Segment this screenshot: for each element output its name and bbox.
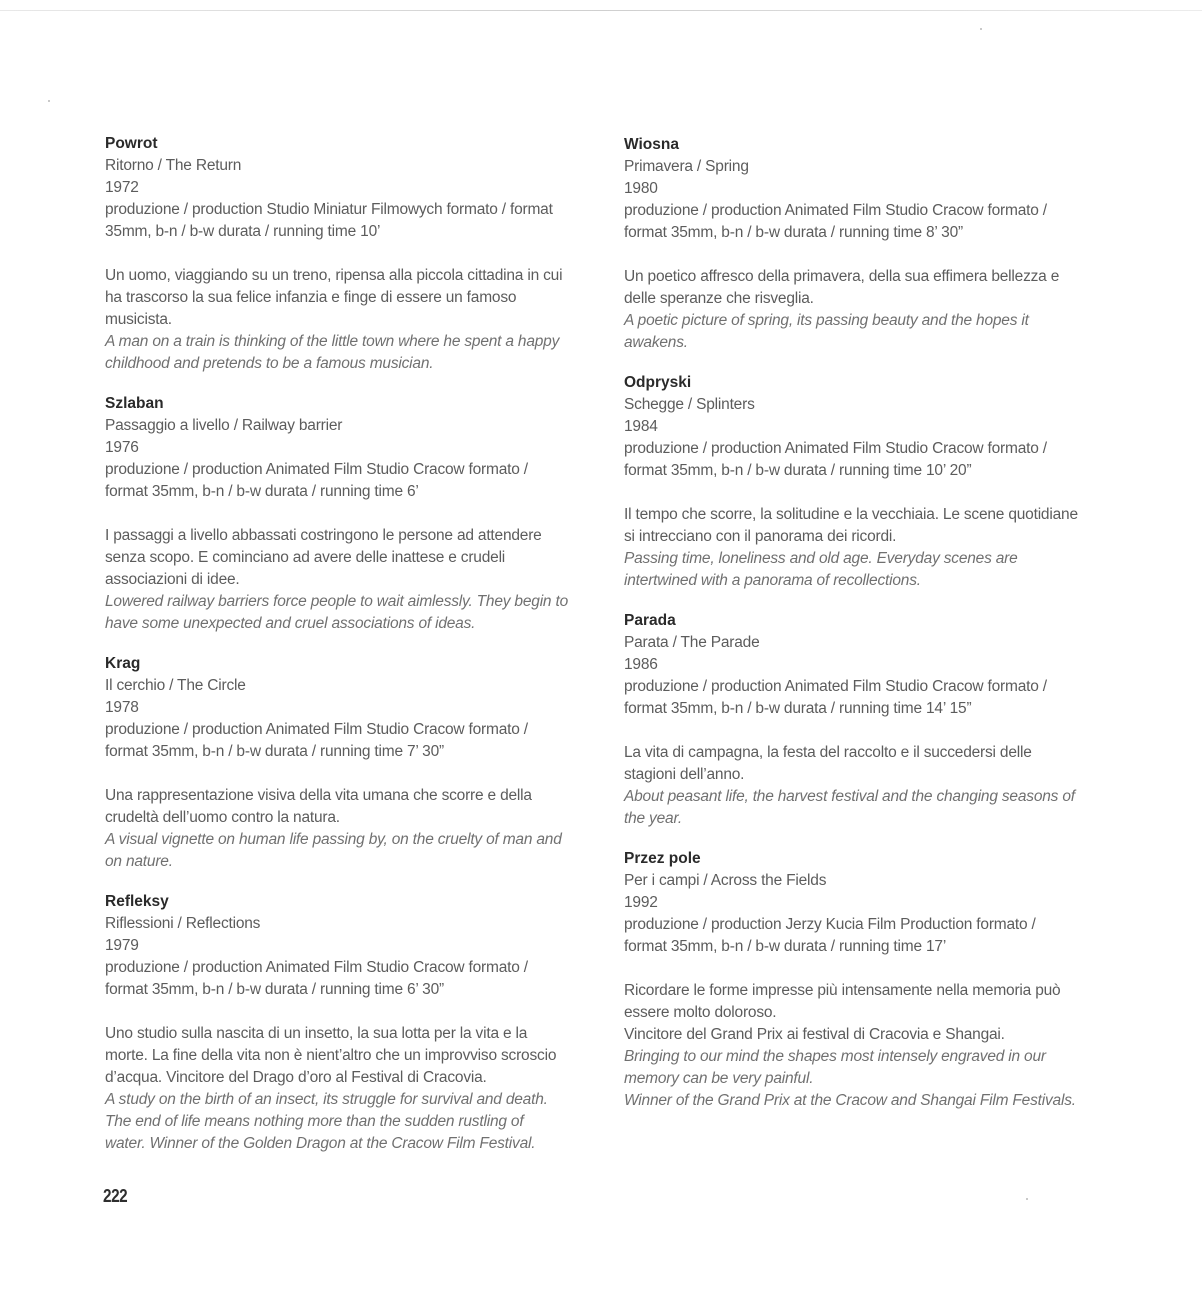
left-column <box>105 133 590 1173</box>
film-year: 1986 <box>624 656 658 673</box>
film-entry <box>624 610 1109 830</box>
film-description-italian: ha trascorso la sua felice infanzia e finge di essere un famoso <box>105 289 517 306</box>
film-description-english: water. Winner of the Golden Dragon at the Cracow Film Festival. <box>105 1135 536 1152</box>
film-translated-title: Riflessioni / Reflections <box>105 915 261 932</box>
film-production-info: produzione / production Animated Film Studio Cracow formato / <box>105 721 528 738</box>
film-entry <box>105 653 590 873</box>
film-description-english: Bringing to our mind the shapes most intensely engraved in our <box>624 1048 1046 1065</box>
film-description-italian: Vincitore del Grand Prix ai festival di Cracovia e Shangai. <box>624 1026 1005 1043</box>
film-title: Przez pole <box>624 850 701 867</box>
film-description-italian: si intrecciano con il panorama dei ricordi. <box>624 528 897 545</box>
film-title: Szlaban <box>105 395 164 412</box>
film-description-italian: morte. La fine della vita non è nient’altro che un improvviso scroscio <box>105 1047 557 1064</box>
film-production-info: produzione / production Animated Film Studio Cracow formato / <box>624 440 1047 457</box>
film-description-italian: d’acqua. Vincitore del Drago d’oro al Festival di Cracovia. <box>105 1069 487 1086</box>
film-description-italian: crudeltà dell’uomo contro la natura. <box>105 809 340 826</box>
paragraph-gap <box>624 482 1109 504</box>
film-production-info: produzione / production Jerzy Kucia Film Production formato / <box>624 916 1036 933</box>
film-description-italian: Un uomo, viaggiando su un treno, ripensa alla piccola cittadina in cui <box>105 267 563 284</box>
scan-speck <box>48 100 50 102</box>
film-description-english: Lowered railway barriers force people to wait aimlessly. They begin to <box>105 593 568 610</box>
film-year: 1976 <box>105 439 139 456</box>
film-entry <box>105 393 590 635</box>
film-translated-title: Per i campi / Across the Fields <box>624 872 827 889</box>
film-production-info: produzione / production Animated Film Studio Cracow formato / <box>624 202 1047 219</box>
film-year: 1979 <box>105 937 139 954</box>
film-year: 1984 <box>624 418 658 435</box>
film-entry <box>624 134 1109 354</box>
film-production-info: format 35mm, b-n / b-w durata / running time 6’ 30” <box>105 981 444 998</box>
film-description-english: About peasant life, the harvest festival and the changing seasons of <box>624 788 1075 805</box>
film-description-english: A study on the birth of an insect, its struggle for survival and death. <box>105 1091 548 1108</box>
film-translated-title: Ritorno / The Return <box>105 157 242 174</box>
film-translated-title: Parata / The Parade <box>624 634 760 651</box>
film-description-english: A poetic picture of spring, its passing beauty and the hopes it <box>624 312 1029 329</box>
film-description-italian: associazioni di idee. <box>105 571 240 588</box>
film-production-info: produzione / production Animated Film Studio Cracow formato / <box>105 959 528 976</box>
film-description-english: intertwined with a panorama of recollections. <box>624 572 921 589</box>
film-description-english: have some unexpected and cruel associations of ideas. <box>105 615 476 632</box>
film-production-info: format 35mm, b-n / b-w durata / running time 17’ <box>624 938 947 955</box>
film-title: Wiosna <box>624 136 679 153</box>
film-description-english: the year. <box>624 810 682 827</box>
film-production-info: produzione / production Animated Film Studio Cracow formato / <box>624 678 1047 695</box>
film-description-italian: musicista. <box>105 311 172 328</box>
film-title: Parada <box>624 612 676 629</box>
film-title: Refleksy <box>105 893 169 910</box>
film-entry <box>105 891 590 1155</box>
film-translated-title: Il cerchio / The Circle <box>105 677 246 694</box>
film-description-english: childhood and pretends to be a famous musician. <box>105 355 434 372</box>
film-description-english: on nature. <box>105 853 173 870</box>
film-description-english: memory can be very painful. <box>624 1070 814 1087</box>
paragraph-gap <box>624 720 1109 742</box>
scan-edge-line <box>0 10 1202 11</box>
film-year: 1980 <box>624 180 658 197</box>
page-number: 222 <box>103 1186 128 1206</box>
film-year: 1978 <box>105 699 139 716</box>
film-description-italian: senza scopo. E cominciano ad avere delle inattese e crudeli <box>105 549 506 566</box>
film-entry <box>105 133 590 375</box>
film-description-english: Passing time, loneliness and old age. Everyday scenes are <box>624 550 1018 567</box>
film-entry <box>624 848 1109 1112</box>
film-entry <box>624 372 1109 592</box>
film-production-info: format 35mm, b-n / b-w durata / running time 8’ 30” <box>624 224 963 241</box>
film-description-italian: essere molto doloroso. <box>624 1004 777 1021</box>
film-production-info: produzione / production Animated Film Studio Cracow formato / <box>105 461 528 478</box>
film-translated-title: Schegge / Splinters <box>624 396 755 413</box>
film-description-english: The end of life means nothing more than the sudden rustling of <box>105 1113 524 1130</box>
film-description-italian: delle speranze che risveglia. <box>624 290 814 307</box>
scan-speck <box>980 28 982 30</box>
film-description-english: awakens. <box>624 334 688 351</box>
film-production-info: format 35mm, b-n / b-w durata / running time 6’ <box>105 483 419 500</box>
film-description-italian: Una rappresentazione visiva della vita umana che scorre e della <box>105 787 532 804</box>
film-description-italian: Ricordare le forme impresse più intensamente nella memoria può <box>624 982 1061 999</box>
film-production-info: format 35mm, b-n / b-w durata / running time 14’ 15” <box>624 700 972 717</box>
film-description-english: A man on a train is thinking of the little town where he spent a happy <box>105 333 560 350</box>
film-description-italian: Il tempo che scorre, la solitudine e la vecchiaia. Le scene quotidiane <box>624 506 1078 523</box>
film-production-info: format 35mm, b-n / b-w durata / running time 10’ 20” <box>624 462 972 479</box>
paragraph-gap <box>624 958 1109 980</box>
film-description-italian: Uno studio sulla nascita di un insetto, la sua lotta per la vita e la <box>105 1025 528 1042</box>
film-year: 1972 <box>105 179 139 196</box>
film-production-info: format 35mm, b-n / b-w durata / running time 7’ 30” <box>105 743 444 760</box>
film-translated-title: Primavera / Spring <box>624 158 749 175</box>
film-title: Krag <box>105 655 141 672</box>
paragraph-gap <box>105 1001 590 1023</box>
paragraph-gap <box>105 763 590 785</box>
film-description-italian: I passaggi a livello abbassati costringono le persone ad attendere <box>105 527 542 544</box>
film-description-italian: stagioni dell’anno. <box>624 766 745 783</box>
film-production-info: produzione / production Studio Miniatur Filmowych formato / format <box>105 201 553 218</box>
film-title: Odpryski <box>624 374 692 391</box>
scan-speck <box>1026 1198 1028 1200</box>
paragraph-gap <box>105 243 590 265</box>
paragraph-gap <box>105 503 590 525</box>
film-description-italian: Un poetico affresco della primavera, della sua effimera bellezza e <box>624 268 1060 285</box>
right-column <box>624 134 1109 1130</box>
film-production-info: 35mm, b-n / b-w durata / running time 10’ <box>105 223 381 240</box>
film-description-italian: La vita di campagna, la festa del raccolto e il succedersi delle <box>624 744 1032 761</box>
film-description-english: Winner of the Grand Prix at the Cracow and Shangai Film Festivals. <box>624 1092 1076 1109</box>
film-description-english: A visual vignette on human life passing by, on the cruelty of man and <box>105 831 562 848</box>
film-translated-title: Passaggio a livello / Railway barrier <box>105 417 343 434</box>
paragraph-gap <box>624 244 1109 266</box>
film-title: Powrot <box>105 135 158 152</box>
film-year: 1992 <box>624 894 658 911</box>
